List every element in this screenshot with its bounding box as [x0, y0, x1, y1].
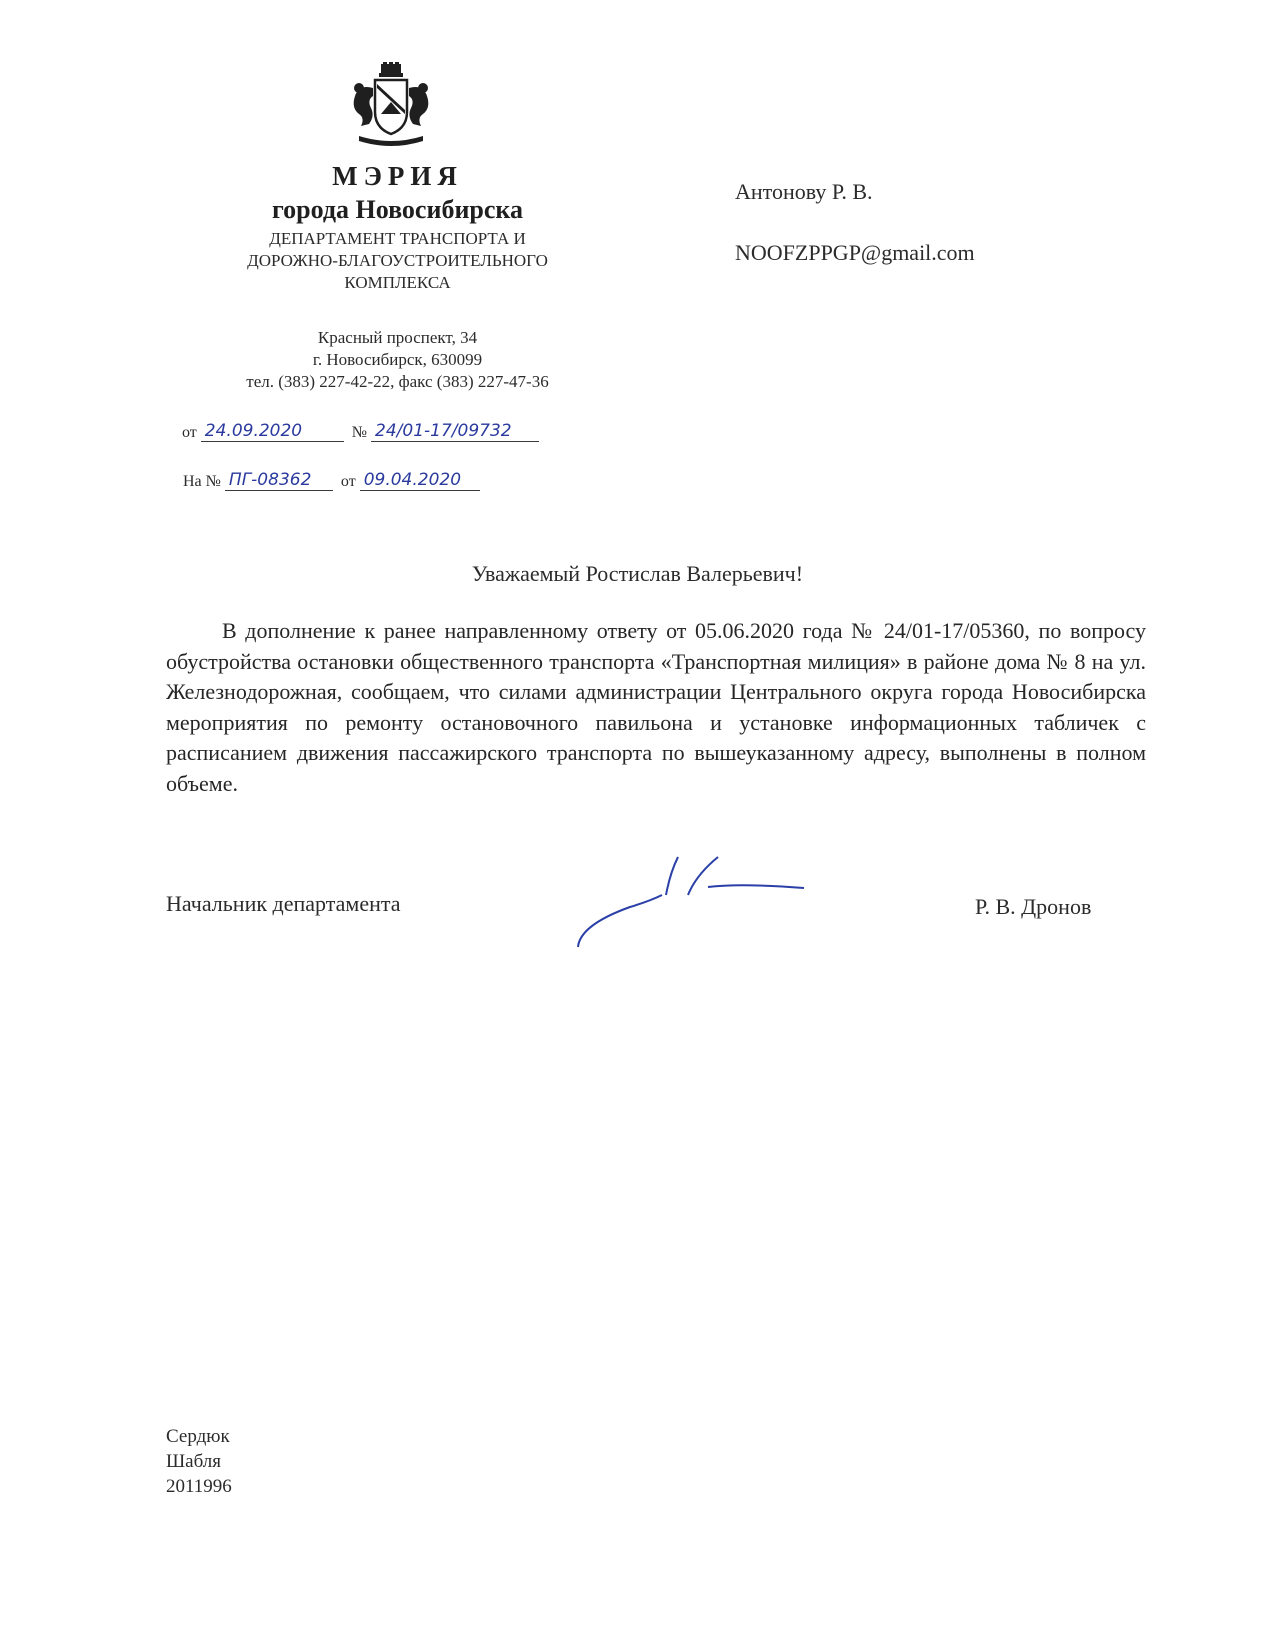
org-address [170, 327, 625, 393]
executor-line: 2011996 [166, 1476, 232, 1497]
department-name [170, 228, 625, 294]
org-city: города Новосибирска [271, 195, 524, 224]
executor-info [166, 1424, 232, 1499]
ref-label: На № [183, 473, 221, 490]
outgoing-registration [182, 421, 547, 442]
number-label: № [351, 424, 368, 441]
incoming-reference [183, 470, 488, 491]
department-line: ДОРОЖНО-БЛАГОУСТРОИТЕЛЬНОГО [247, 251, 548, 270]
department-line: КОМПЛЕКСА [344, 273, 451, 292]
executor-line: Сердюк [166, 1426, 230, 1447]
recipient-email: NOOFZPPGP@gmail.com [735, 240, 975, 265]
org-title: МЭРИЯ [332, 161, 463, 191]
department-line: ДЕПАРТАМЕНТ ТРАНСПОРТА И [269, 229, 526, 248]
address-line: Красный проспект, 34 [317, 328, 478, 347]
ref-number: ПГ-08362 [225, 470, 333, 491]
address-line: г. Новосибирск, 630099 [312, 350, 483, 369]
coat-of-arms-icon [345, 62, 437, 148]
recipient-name: Антонову Р. В. [735, 179, 873, 204]
outgoing-number: 24/01-17/09732 [371, 421, 539, 442]
ref-from-label: от [340, 473, 356, 490]
signatory-title: Начальник департамента [166, 891, 401, 916]
ref-date: 09.04.2020 [360, 470, 480, 491]
body-paragraph: В дополнение к ранее направленному ответу от 05.06.2020 года № 24/01-17/05360, по вопросу обустройства остановки общественного транспорта «Транспортная милиция» в районе дома № 8 на ул. Железнодорожная, сообщаем, что силами администрации Центрального округа города Новосибирска мероприятия по ремонту остановочного павильона и установке информационных табличек с расписанием движения пассажирского транспорта по вышеуказанному адресу, выполнены в полном объеме. [166, 618, 1146, 796]
executor-line: Шабля [166, 1451, 222, 1472]
outgoing-date: 24.09.2020 [201, 421, 344, 442]
from-label: от [182, 424, 197, 441]
signature-mark [570, 855, 810, 955]
greeting: Уважаемый Ростислав Валерьевич! [471, 561, 804, 586]
signatory-name: Р. В. Дронов [975, 894, 1092, 919]
address-line: тел. (383) 227-42-22, факс (383) 227-47-36 [246, 372, 549, 391]
